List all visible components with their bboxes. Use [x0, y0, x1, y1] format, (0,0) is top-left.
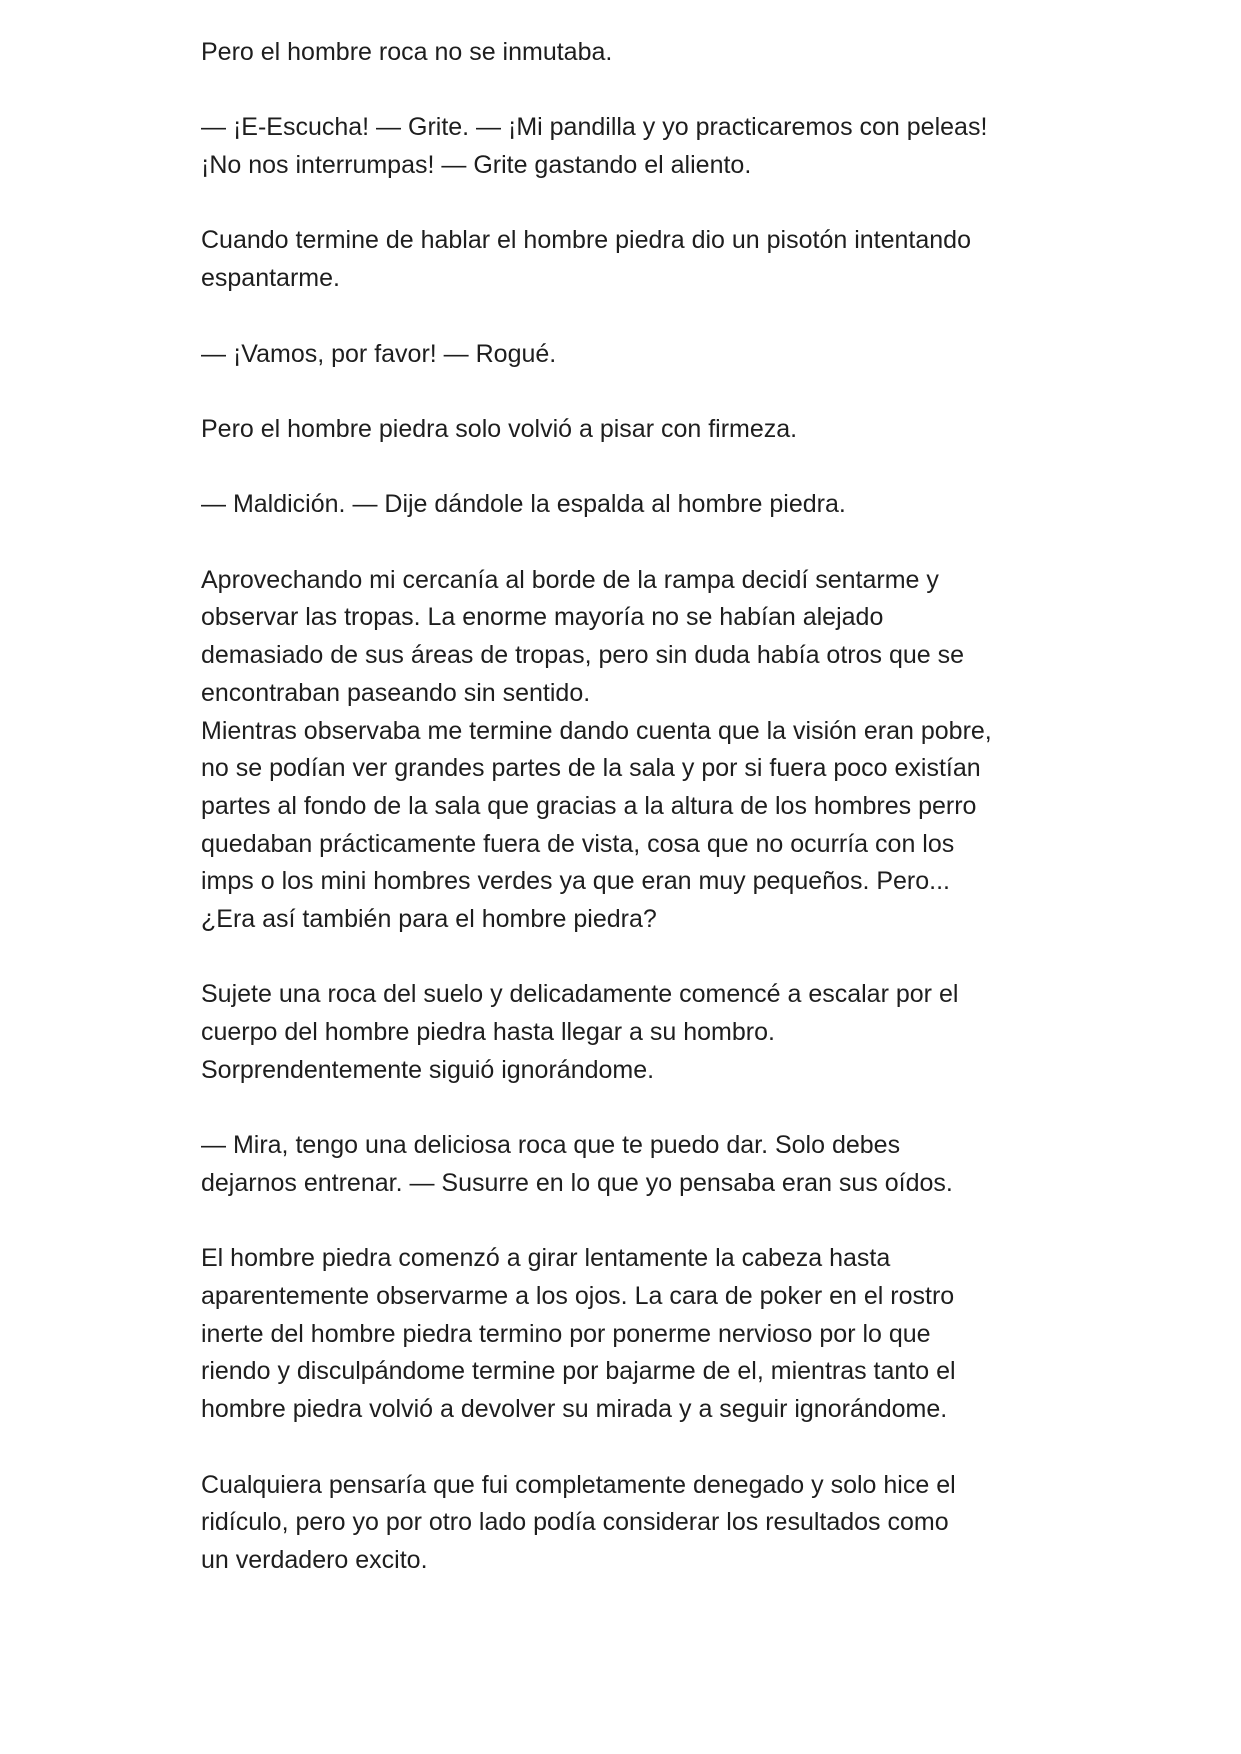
paragraph-8: Mientras observaba me termine dando cuenta que la visión eran pobre, no se podían ver grandes partes de la sala y por si fuera poco existían partes al fondo de la sala que gracias a la altura de los hombres perro quedaban prácticamente fuera de vista, cosa que no ocurría con los imps o los mini hombres verdes ya que eran muy pequeños. Pero... ¿Era así también para el hombre piedra?: [201, 716, 992, 934]
paragraph-5: Pero el hombre piedra solo volvió a pisar con firmeza.: [201, 414, 798, 443]
paragraph-7: Aprovechando mi cercanía al borde de la rampa decidí sentarme y observar las tropas. La enorme mayoría no se habían alejado demasiado de sus áreas de tropas, pero sin duda había otros que se encontraban paseando sin sentido.: [201, 565, 965, 707]
paragraph-10: — Mira, tengo una deliciosa roca que te puedo dar. Solo debes dejarnos entrenar. — Susurre en lo que yo pensaba eran sus oídos.: [201, 1131, 953, 1197]
document-page: [201, 34, 1061, 1617]
paragraph-1: Pero el hombre roca no se inmutaba.: [201, 38, 613, 66]
paragraph-11: El hombre piedra comenzó a girar lentamente la cabeza hasta aparentemente observarme a los ojos. La cara de poker en el rostro inerte del hombre piedra termino por ponerme nervioso por lo que riendo y disculpándome termine por bajarme de el, mientras tanto el hombre piedra volvió a devolver su mirada y a seguir ignorándome.: [201, 1244, 956, 1424]
paragraph-4: — ¡Vamos, por favor! — Rogué.: [201, 339, 557, 368]
paragraph-12: Cualquiera pensaría que fui completamente denegado y solo hice el ridículo, pero yo por otro lado podía considerar los resultados como un verdadero excito.: [201, 1470, 956, 1574]
paragraph-6: — Maldición. — Dije dándole la espalda al hombre piedra.: [201, 490, 846, 519]
paragraph-3: Cuando termine de hablar el hombre piedra dio un pisotón intentando espantarme.: [201, 226, 971, 293]
paragraph-2: — ¡E-Escucha! — Grite. — ¡Mi pandilla y yo practicaremos con peleas! ¡No nos interrumpas! — Grite gastando el aliento.: [201, 113, 988, 180]
paragraph-9: Sujete una roca del suelo y delicadamente comencé a escalar por el cuerpo del hombre piedra hasta llegar a su hombro. Sorprendentemente siguió ignorándome.: [201, 980, 959, 1084]
